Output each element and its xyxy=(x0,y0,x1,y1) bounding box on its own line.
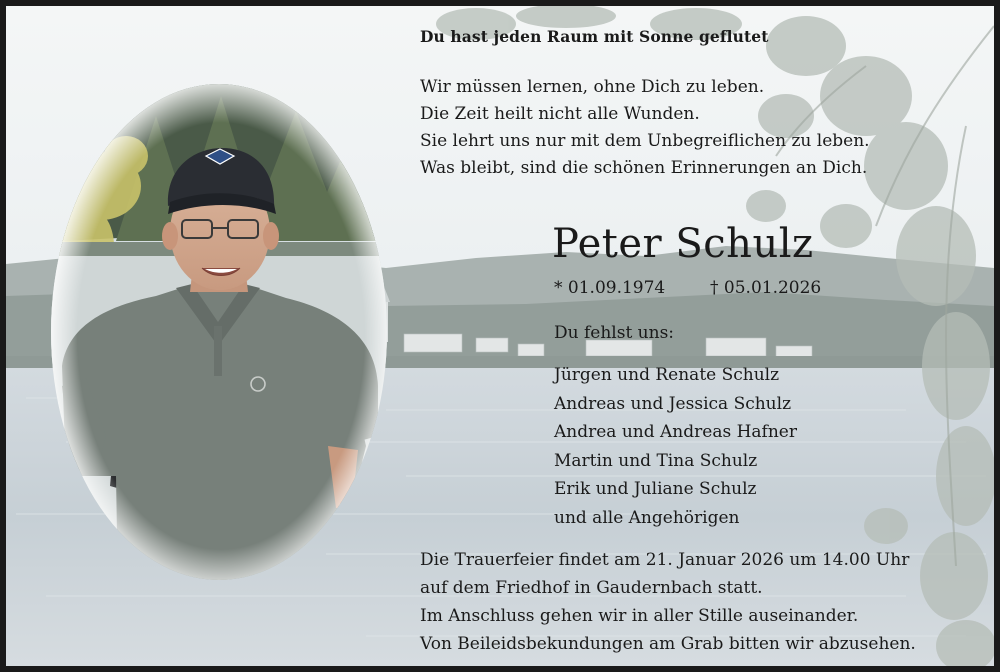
verse-line: Sie lehrt uns nur mit dem Unbegreiflichen zu leben. xyxy=(420,131,870,151)
mourner-line: und alle Angehörigen xyxy=(554,507,740,528)
funeral-info-line: Im Anschluss gehen wir in aller Stille auseinander. xyxy=(420,606,859,626)
mourner-line: Andreas und Jessica Schulz xyxy=(554,393,792,414)
verse-line: Die Zeit heilt nicht alle Wunden. xyxy=(420,104,700,124)
verse-line: Was bleibt, sind die schönen Erinnerungen an Dich. xyxy=(420,158,868,178)
death-date: † 05.01.2026 xyxy=(710,278,822,298)
funeral-info xyxy=(420,546,916,658)
mourners-label: Du fehlst uns: xyxy=(554,323,675,343)
mourners-list xyxy=(554,361,797,533)
funeral-info-line: auf dem Friedhof in Gaudernbach statt. xyxy=(420,578,763,598)
funeral-info-line: Von Beileidsbekundungen am Grab bitten wir abzusehen. xyxy=(420,634,916,654)
mourner-line: Martin und Tina Schulz xyxy=(554,450,758,471)
funeral-info-line: Die Trauerfeier findet am 21. Januar 2026 um 14.00 Uhr xyxy=(420,550,910,570)
mourner-line: Erik und Juliane Schulz xyxy=(554,479,757,500)
motto-heading: Du hast jeden Raum mit Sonne geflutet xyxy=(420,27,769,46)
birth-date: * 01.09.1974 xyxy=(554,278,666,298)
verse-line: Wir müssen lernen, ohne Dich zu leben. xyxy=(420,77,765,97)
deceased-name: Peter Schulz xyxy=(552,221,814,267)
mourner-line: Jürgen und Renate Schulz xyxy=(554,365,780,385)
mourner-line: Andrea und Andreas Hafner xyxy=(554,422,797,443)
memorial-verse xyxy=(420,74,870,182)
